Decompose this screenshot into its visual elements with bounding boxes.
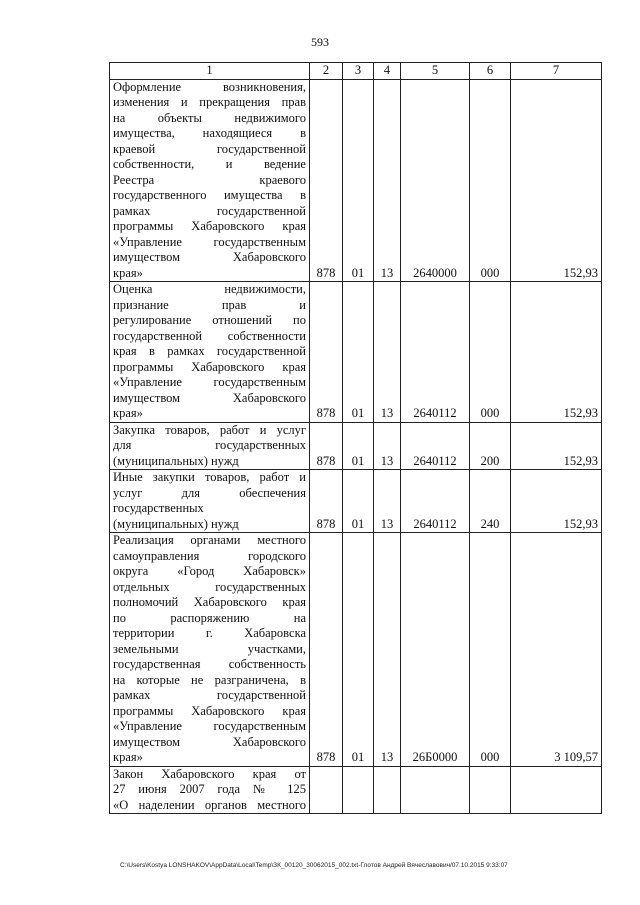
file-path-footer: C:\Users\Kostya LONSHAKOV\AppData\Local\Temp\ЗК_00120_30062015_002.txt-Глотов Андрей Вячеславович/07.10.2015 9:33:07 — [120, 862, 508, 869]
description-line: имуществом Хабаровского — [113, 390, 306, 405]
description-line: краевой государственной — [113, 141, 306, 156]
description-line: Реализация органами местного — [113, 533, 306, 547]
amount-cell: 152,93 — [511, 79, 602, 282]
description-line: «Управление государственным — [113, 234, 306, 249]
description-line: края в рамках государственной — [113, 344, 306, 358]
description-line: Иные закупки товаров, работ и — [113, 470, 306, 484]
budget-table — [109, 62, 602, 814]
description-line: государственной собственности — [113, 328, 306, 343]
ministry-code-cell: 878 — [310, 79, 343, 282]
description-line: Закупка товаров, работ и услуг — [113, 422, 306, 437]
row-description — [110, 533, 310, 767]
row-description — [110, 766, 310, 814]
section-code-cell: 01 — [343, 422, 374, 470]
subsection-code-cell: 13 — [374, 282, 401, 423]
description-line: регулирование отношений по — [113, 313, 306, 327]
column-header: 2 — [310, 63, 343, 80]
row-description — [110, 282, 310, 423]
description-line: государственных — [113, 501, 204, 515]
description-line: «Управление государственным — [113, 719, 306, 733]
description-line: края» — [113, 265, 143, 280]
table-row — [110, 79, 602, 282]
expense-type-cell: 200 — [470, 422, 511, 470]
description-line: земельными участками, — [113, 641, 306, 656]
ministry-code-cell: 878 — [310, 422, 343, 470]
table-row — [110, 470, 602, 533]
description-line: полномочий Хабаровского края — [113, 595, 306, 609]
row-description — [110, 470, 310, 533]
target-article-cell: 2640112 — [401, 470, 470, 533]
description-line: (муниципальных) нужд — [113, 453, 239, 468]
description-line: самоуправления городского — [113, 548, 306, 563]
table-row — [110, 766, 602, 814]
target-article-cell: 26Б0000 — [401, 533, 470, 767]
expense-type-cell: 000 — [470, 533, 511, 767]
description-line: государственная собственность — [113, 657, 306, 671]
description-line: собственности, и ведение — [113, 157, 306, 171]
target-article-cell: 2640000 — [401, 79, 470, 282]
description-line: края» — [113, 750, 143, 764]
ministry-code-cell: 878 — [310, 470, 343, 533]
description-line: по распоряжению на — [113, 610, 306, 625]
subsection-code-cell: 13 — [374, 470, 401, 533]
description-line: рамках государственной — [113, 688, 306, 702]
description-line: «О наделении органов местного — [113, 797, 306, 812]
description-line: края» — [113, 406, 143, 420]
target-article-cell — [401, 766, 470, 814]
description-line: 27 июня 2007 года № 125 — [113, 782, 306, 796]
description-line: программы Хабаровского края — [113, 359, 306, 374]
expense-type-cell: 000 — [470, 282, 511, 423]
description-line: территории г. Хабаровска — [113, 626, 306, 640]
subsection-code-cell: 13 — [374, 79, 401, 282]
table-header-row — [110, 63, 602, 80]
subsection-code-cell: 13 — [374, 533, 401, 767]
description-line: услуг для обеспечения — [113, 485, 306, 500]
description-line: рамках государственной — [113, 203, 306, 218]
section-code-cell: 01 — [343, 282, 374, 423]
description-line: программы Хабаровского края — [113, 219, 306, 233]
description-line: государственного имущества в — [113, 188, 306, 202]
table-row — [110, 422, 602, 470]
amount-cell: 152,93 — [511, 282, 602, 423]
description-line: Реестра краевого — [113, 172, 306, 187]
amount-cell — [511, 766, 602, 814]
ministry-code-cell: 878 — [310, 533, 343, 767]
table-row — [110, 533, 602, 767]
row-description — [110, 422, 310, 470]
amount-cell: 3 109,57 — [511, 533, 602, 767]
section-code-cell: 01 — [343, 533, 374, 767]
description-line: имуществом Хабаровского — [113, 734, 306, 749]
section-code-cell — [343, 766, 374, 814]
table-row — [110, 282, 602, 423]
column-header: 3 — [343, 63, 374, 80]
ministry-code-cell: 878 — [310, 282, 343, 423]
description-line: изменения и прекращения прав — [113, 95, 306, 109]
description-line: на которые не разграничена, в — [113, 672, 306, 687]
subsection-code-cell: 13 — [374, 422, 401, 470]
column-header: 4 — [374, 63, 401, 80]
column-header: 7 — [511, 63, 602, 80]
description-line: Оценка недвижимости, — [113, 282, 306, 296]
description-line: отдельных государственных — [113, 579, 306, 594]
column-header: 5 — [401, 63, 470, 80]
column-header: 6 — [470, 63, 511, 80]
description-line: Закон Хабаровского края от — [113, 766, 306, 781]
description-line: округа «Город Хабаровск» — [113, 564, 306, 578]
description-line: имуществом Хабаровского — [113, 250, 306, 264]
ministry-code-cell — [310, 766, 343, 814]
section-code-cell: 01 — [343, 470, 374, 533]
description-line: признание прав и — [113, 297, 306, 312]
description-line: программы Хабаровского края — [113, 703, 306, 718]
column-header: 1 — [110, 63, 310, 80]
expense-type-cell: 240 — [470, 470, 511, 533]
description-line: имущества, находящиеся в — [113, 126, 306, 140]
page-number: 593 — [311, 35, 329, 49]
target-article-cell: 2640112 — [401, 422, 470, 470]
expense-type-cell: 000 — [470, 79, 511, 282]
description-line: Оформление возникновения, — [113, 79, 306, 94]
target-article-cell: 2640112 — [401, 282, 470, 423]
amount-cell: 152,93 — [511, 422, 602, 470]
row-description — [110, 79, 310, 282]
description-line: для государственных — [113, 438, 306, 452]
amount-cell: 152,93 — [511, 470, 602, 533]
section-code-cell: 01 — [343, 79, 374, 282]
subsection-code-cell — [374, 766, 401, 814]
description-line: «Управление государственным — [113, 375, 306, 389]
description-line: (муниципальных) нужд — [113, 516, 239, 531]
expense-type-cell — [470, 766, 511, 814]
description-line: на объекты недвижимого — [113, 110, 306, 125]
